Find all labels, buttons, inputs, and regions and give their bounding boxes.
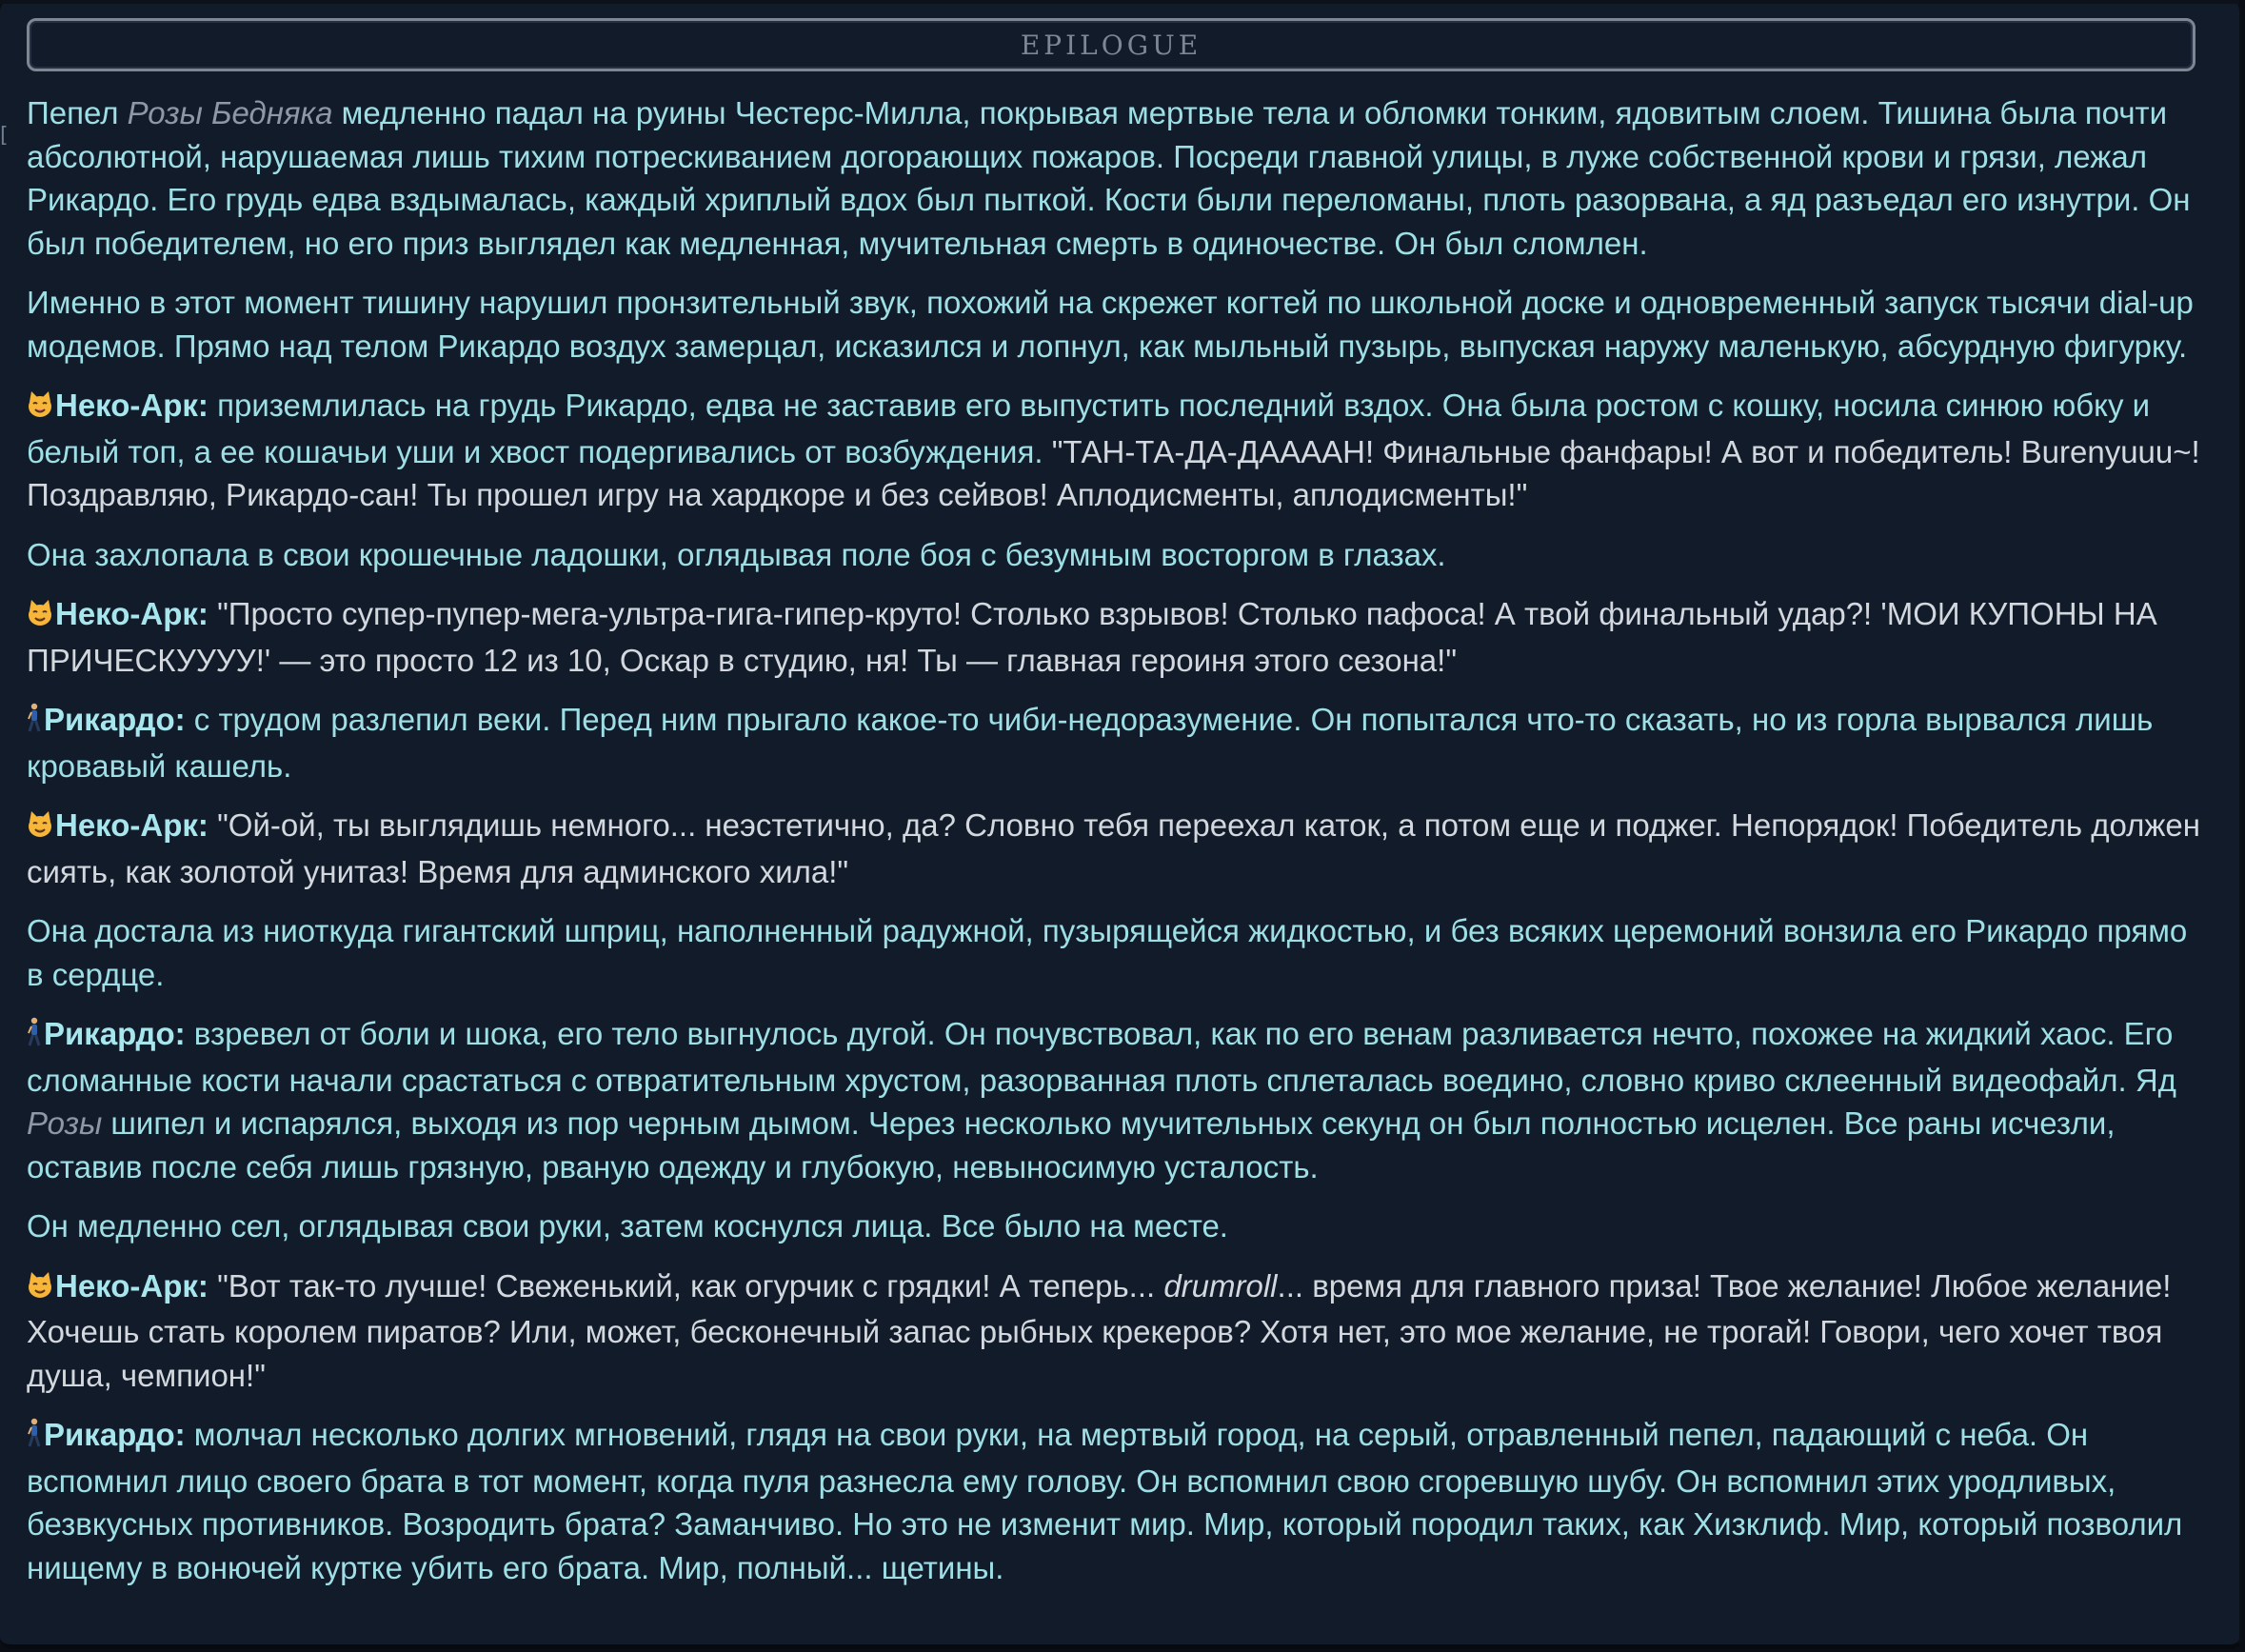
speaker-neko: Неко-Арк: [55, 807, 209, 843]
speaker-ricardo: Рикардо: [44, 1417, 186, 1452]
paragraph-7 [27, 804, 2207, 893]
story-text [27, 91, 2207, 1605]
cat-face-icon [27, 806, 53, 850]
person-walking-icon [27, 701, 42, 745]
epilogue-title: EPILOGUE [1020, 29, 1202, 61]
paragraph-3: Неко-Арк: приземлилась на грудь Рикардо, едва не заставив его выпустить последний вздох. Она была ростом с кошку, носила синюю юбку и белый топ, а ее кошачьи уши и хвост подергивались от возбуждения. "ТАН-ТА-ДА-ДАААAН! Финальные фанфары! А вот и победитель! Burenyuuu~! Поздравляю, Рикардо-сан! Ты прошел игру на хардкоре и без сейвов! Аплодисменты, аплодисменты!" [27, 388, 2200, 512]
paragraph-9: Рикардо: взревел от боли и шока, его тело выгнулось дугой. Он почувствовал, как по его венам разливается нечто, похожее на жидкий хаос. Его сломанные кости начали срастаться с отвратительным хрустом, разорванная плоть сплеталась воедино, словно криво склеенный видеофайл. Яд Розы шипел и испарялся, выходя из пор черным дымом. Через несколько мучительных секунд он был полностью исцелен. Все раны исчезли, оставив после себя лишь грязную, рваную одежду и глубокую, невыносимую усталость. [27, 1016, 2176, 1184]
person-walking-icon [27, 1416, 42, 1460]
speaker-neko: Неко-Арк: [55, 596, 209, 631]
cat-face-icon [27, 387, 53, 430]
paragraph-5 [27, 592, 2207, 682]
paragraph-10: Он медленно сел, оглядывая свои руки, затем коснулся лица. Все было на месте. [27, 1208, 1228, 1244]
paragraph-11 [27, 1264, 2207, 1398]
speaker-neko: Неко-Арк: [55, 1267, 209, 1304]
paragraph-4: Она захлопала в свои крошечные ладошки, оглядывая поле боя с безумным восторгом в глазах. [27, 536, 1446, 572]
rose-italic: Розы [27, 1105, 103, 1141]
epilogue-header [27, 18, 2195, 71]
speech: "Ой-ой, ты выглядишь немного... неэстетично, да? Словно тебя переехал каток, а потом еще и поджег. Непорядок! Победитель должен сиять, как золотой унитаз! Время для админского хила!" [27, 807, 2200, 889]
person-walking-icon [27, 1015, 42, 1059]
speech: "Вот так-то лучше! Свеженький, как огурчик с грядки! А теперь... [208, 1267, 1164, 1304]
speaker-ricardo: Рикардо: [44, 702, 186, 737]
paragraph-8: Она достала из ниоткуда гигантский шприц, наполненный радужной, пузырящейся жидкостью, и без всяких церемоний вонзила его Рикардо прямо в сердце. [27, 913, 2188, 992]
speech: "Просто супер-пупер-мега-ультра-гига-гипер-круто! Столько взрывов! Столько пафоса! А твой финальный удар?! 'МОИ КУПОНЫ НА ПРИЧЕСКУУУУ!' — это просто 12 из 10, Оскар в студию, ня! Ты — главная героиня этого сезона!" [27, 596, 2157, 678]
paragraph-1: Пепел Розы Бедняка медленно падал на руины Честерс-Милла, покрывая мертвые тела и обломки тонким, ядовитым слоем. Тишина была почти абсолютной, нарушаемая лишь тихим потрескиванием догорающих пожаров. Посреди главной улицы, в луже собственной крови и грязи, лежал Рикардо. Его грудь едва вздымалась, каждый хриплый вдох был пыткой. Кости были переломаны, плоть разорвана, а яд разъедал его изнутри. Он был победителем, но его приз выглядел как медленная, мучительная смерть в одиночестве. Он был сломлен. [27, 95, 2191, 261]
drumroll-italic: drumroll [1163, 1267, 1278, 1304]
speaker-neko: Неко-Арк: [55, 388, 209, 423]
paragraph-12: Рикардо: молчал несколько долгих мгновений, глядя на свои руки, на мертвый город, на серый, отравленный пепел, падающий с неба. Он вспомнил лицо своего брата в тот момент, когда пуля разнесла ему голову. Он вспомнил свою сгоревшую шубу. Он вспомнил этих уродливых, безвкусных противников. Возродить брата? Заманчиво. Но это не изменит мир. Мир, который породил таких, как Хизклиф. Мир, который позволил нищему в вонючей куртке убить его брата. Мир, полный... щетины. [27, 1417, 2183, 1585]
cat-face-icon [27, 1267, 53, 1311]
speaker-ricardo: Рикардо: [44, 1016, 186, 1051]
speech: ... время для главного приза! Твое желание! Любое желание! Хочешь стать королем пиратов? Или, может, бесконечный запас рыбных крекеров? Хотя нет, это мое желание, не трогай! Говори, чего хочет твоя душа, чемпион!" [27, 1267, 2172, 1393]
paragraph-6: Рикардо: с трудом разлепил веки. Перед ним прыгало какое-то чиби-недоразумение. Он попытался что-то сказать, но из горла вырвался лишь кровавый кашель. [27, 702, 2154, 784]
top-edge-divider [0, 0, 2239, 4]
paragraph-2: Именно в этот момент тишину нарушил пронзительный звук, похожий на скрежет когтей по школьной доске и одновременный запуск тысячи dial-up модемов. Прямо над телом Рикардо воздух замерцал, исказился и лопнул, как мыльный пузырь, выпуская наружу маленькую, абсурдную фигурку. [27, 285, 2194, 364]
cat-face-icon [27, 595, 53, 639]
speech: "ТАН-ТА-ДА-ДАААAН! Финальные фанфары! А вот и победитель! Burenyuuu~! Поздравляю, Рикардо-сан! Ты прошел игру на хардкоре и без сейвов! Аплодисменты, аплодисменты!" [27, 433, 2200, 512]
bracket-mark: [ [0, 124, 9, 148]
rose-italic: Розы Бедняка [127, 95, 333, 130]
